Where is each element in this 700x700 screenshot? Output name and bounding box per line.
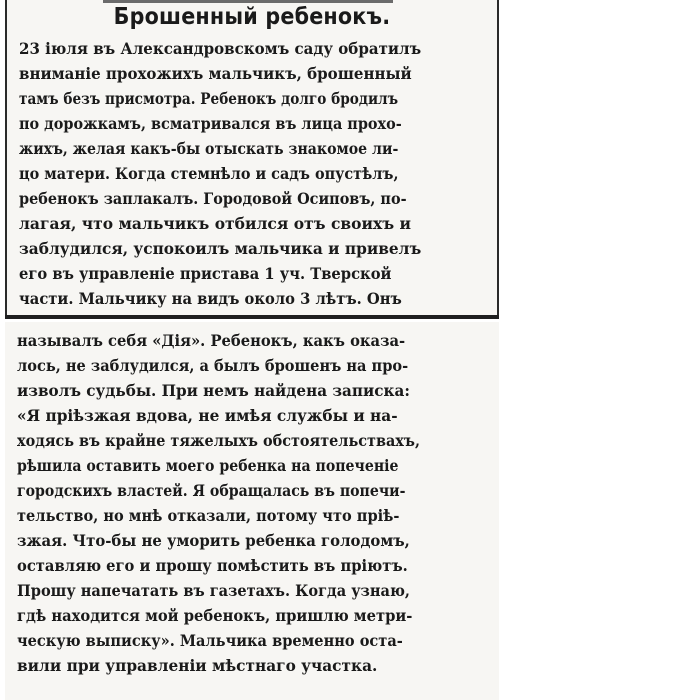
text-line: городскихъ властей. Я обращалась въ попечи- <box>17 481 406 500</box>
text-line: ческую выписку». Мальчика временно оста- <box>17 631 403 650</box>
text-line: части. Мальчику на видъ около 3 лѣтъ. Онъ <box>19 289 402 308</box>
text-line: по дорожкамъ, всматривался въ лица прохо- <box>19 114 402 133</box>
text-line: Прошу напечатать въ газетахъ. Когда узнаю, <box>17 581 410 600</box>
text-line: тельство, но мнѣ отказали, потому что пріѣ- <box>17 506 400 525</box>
text-line: его въ управленіе пристава 1 уч. Тверской <box>19 264 392 283</box>
top-rule <box>103 0 393 3</box>
article-headline: Брошенный ребенокъ. <box>113 4 391 30</box>
clipping-lower-fragment <box>5 322 499 700</box>
text-line: цо матери. Когда стемнѣло и садъ опустѣлъ, <box>19 164 399 183</box>
text-line: «Я пріѣзжая вдова, не имѣя службы и на- <box>17 406 398 425</box>
text-line: лагая, что мальчикъ отбился отъ своихъ и <box>19 214 412 233</box>
text-line: оставляю его и прошу помѣстить въ пріютъ. <box>17 556 408 575</box>
text-line: 23 іюля въ Александровскомъ саду обратилъ <box>19 39 422 58</box>
text-line: изволъ судьбы. При немъ найдена записка: <box>17 381 410 400</box>
text-line: ходясь въ крайне тяжелыхъ обстоятельствахъ, <box>17 431 420 450</box>
text-line: рѣшила оставить моего ребенка на попеченіе <box>17 456 399 475</box>
text-line: заблудился, успокоилъ мальчика и привелъ <box>19 239 422 258</box>
fold-separator <box>5 315 499 319</box>
text-line: зжая. Что-бы не уморить ребенка голодомъ, <box>17 531 410 550</box>
text-line: гдѣ находится мой ребенокъ, пришлю метри- <box>17 606 413 625</box>
text-line: жихъ, желая какъ-бы отыскать знакомое ли- <box>19 139 399 158</box>
text-line: лось, не заблудился, а былъ брошенъ на про- <box>17 356 409 375</box>
text-line: вили при управленіи мѣстнаго участка. <box>17 656 378 675</box>
text-line: называлъ себя «Дія». Ребенокъ, какъ оказа- <box>17 331 406 350</box>
text-line: тамъ безъ присмотра. Ребенокъ долго бродилъ <box>19 89 399 108</box>
text-line: вниманіе прохожихъ мальчикъ, брошенный <box>19 64 412 83</box>
text-line: ребенокъ заплакалъ. Городовой Осиповъ, по- <box>19 189 407 208</box>
clipping-upper-fragment <box>5 0 499 318</box>
